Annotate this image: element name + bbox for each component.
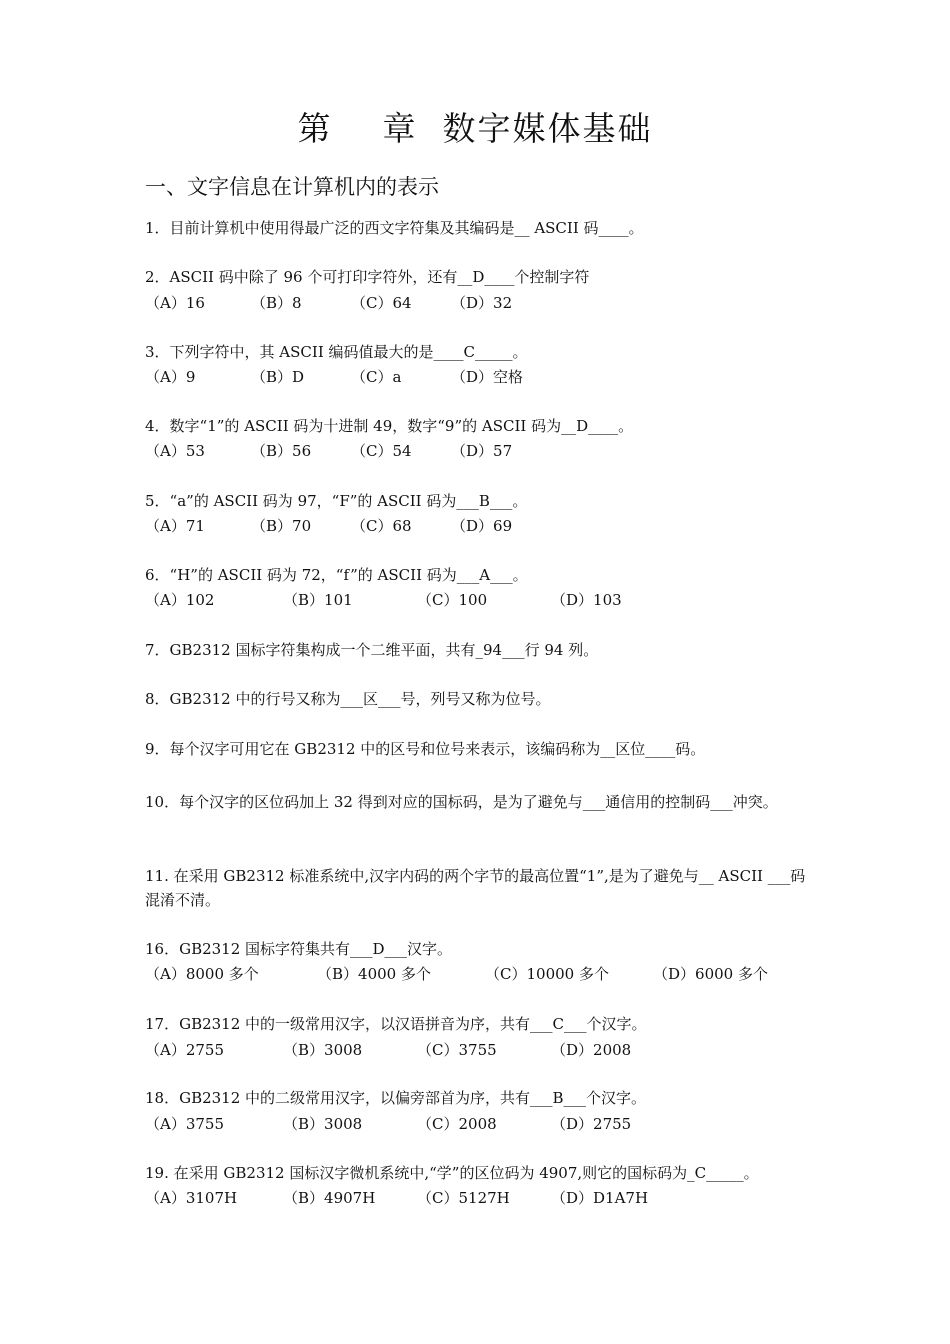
section-heading: 一、文字信息在计算机内的表示 [145,175,439,199]
option-b: （B）3008 [283,1115,363,1133]
option-c: （C）64 [351,294,412,312]
option-b: （B）3008 [283,1041,363,1059]
question-1: 1．目前计算机中使用得最广泛的西文字符集及其编码是__ ASCII 码____。 [145,219,644,237]
option-b: （B）4907H [283,1189,376,1207]
option-d: （D）32 [451,294,513,312]
question-9: 9．每个汉字可用它在 GB2312 中的区号和位号来表示，该编码称为__区位____码。 [145,740,706,758]
option-d: （D）103 [551,591,622,609]
option-c: （C）5127H [417,1189,510,1207]
option-d: （D）2755 [551,1115,632,1133]
option-b: （B）D [251,368,305,386]
question-3: 3．下列字符中，其 ASCII 编码值最大的是____C_____。 [145,343,528,361]
option-a: （A）3107H [145,1189,238,1207]
option-c: （C）68 [351,517,412,535]
option-b: （B）8 [251,294,302,312]
option-b: （B）56 [251,442,312,460]
option-a: （A）16 [145,294,205,312]
question-10: 10．每个汉字的区位码加上 32 得到对应的国标码，是为了避免与___通信用的控制码___冲突。 [145,793,778,811]
option-d: （D）2008 [551,1041,632,1059]
option-a: （A）102 [145,591,215,609]
option-a: （A）71 [145,517,205,535]
option-d: （D）6000 多个 [653,965,768,983]
question-17: 17．GB2312 中的一级常用汉字，以汉语拼音为序，共有___C___个汉字。 [145,1015,647,1033]
option-c: （C）3755 [417,1041,497,1059]
option-d: （D）D1A7H [551,1189,649,1207]
option-c: （C）2008 [417,1115,497,1133]
question-5: 5．“a”的 ASCII 码为 97，“F”的 ASCII 码为___B___。 [145,492,528,510]
option-d: （D）空格 [451,368,524,386]
option-b: （B）4000 多个 [317,965,431,983]
option-a: （A）3755 [145,1115,225,1133]
question-19: 19. 在采用 GB2312 国标汉字微机系统中,“学”的区位码为 4907,则它的国标码为_C_____。 [145,1164,759,1182]
question-2: 2．ASCII 码中除了 96 个可打印字符外，还有__D____个控制字符 [145,268,590,286]
question-11: 11. 在采用 GB2312 标准系统中,汉字内码的两个字节的最高位置“1”,是为了避免与__ ASCII ___码混淆不清。 [145,867,806,909]
option-a: （A）9 [145,368,196,386]
option-a: （A）8000 多个 [145,965,259,983]
option-a: （A）2755 [145,1041,225,1059]
question-4: 4．数字“1”的 ASCII 码为十进制 49，数字“9”的 ASCII 码为__D____。 [145,417,634,435]
question-6: 6．“H”的 ASCII 码为 72，“f”的 ASCII 码为___A___。 [145,566,528,584]
question-7: 7．GB2312 国标字符集构成一个二维平面，共有_94___行 94 列。 [145,641,599,659]
option-d: （D）57 [451,442,513,460]
question-18: 18．GB2312 中的二级常用汉字，以偏旁部首为序，共有___B___个汉字。 [145,1089,647,1107]
option-c: （C）a [351,368,402,386]
question-16: 16．GB2312 国标字符集共有___D___汉字。 [145,940,453,958]
option-a: （A）53 [145,442,205,460]
option-b: （B）70 [251,517,312,535]
option-c: （C）10000 多个 [485,965,609,983]
option-c: （C）54 [351,442,412,460]
option-c: （C）100 [417,591,488,609]
chapter-title: 第 章 数字媒体基础 [297,109,653,148]
option-b: （B）101 [283,591,353,609]
option-d: （D）69 [451,517,513,535]
question-8: 8．GB2312 中的行号又称为___区___号，列号又称为位号。 [145,690,551,708]
